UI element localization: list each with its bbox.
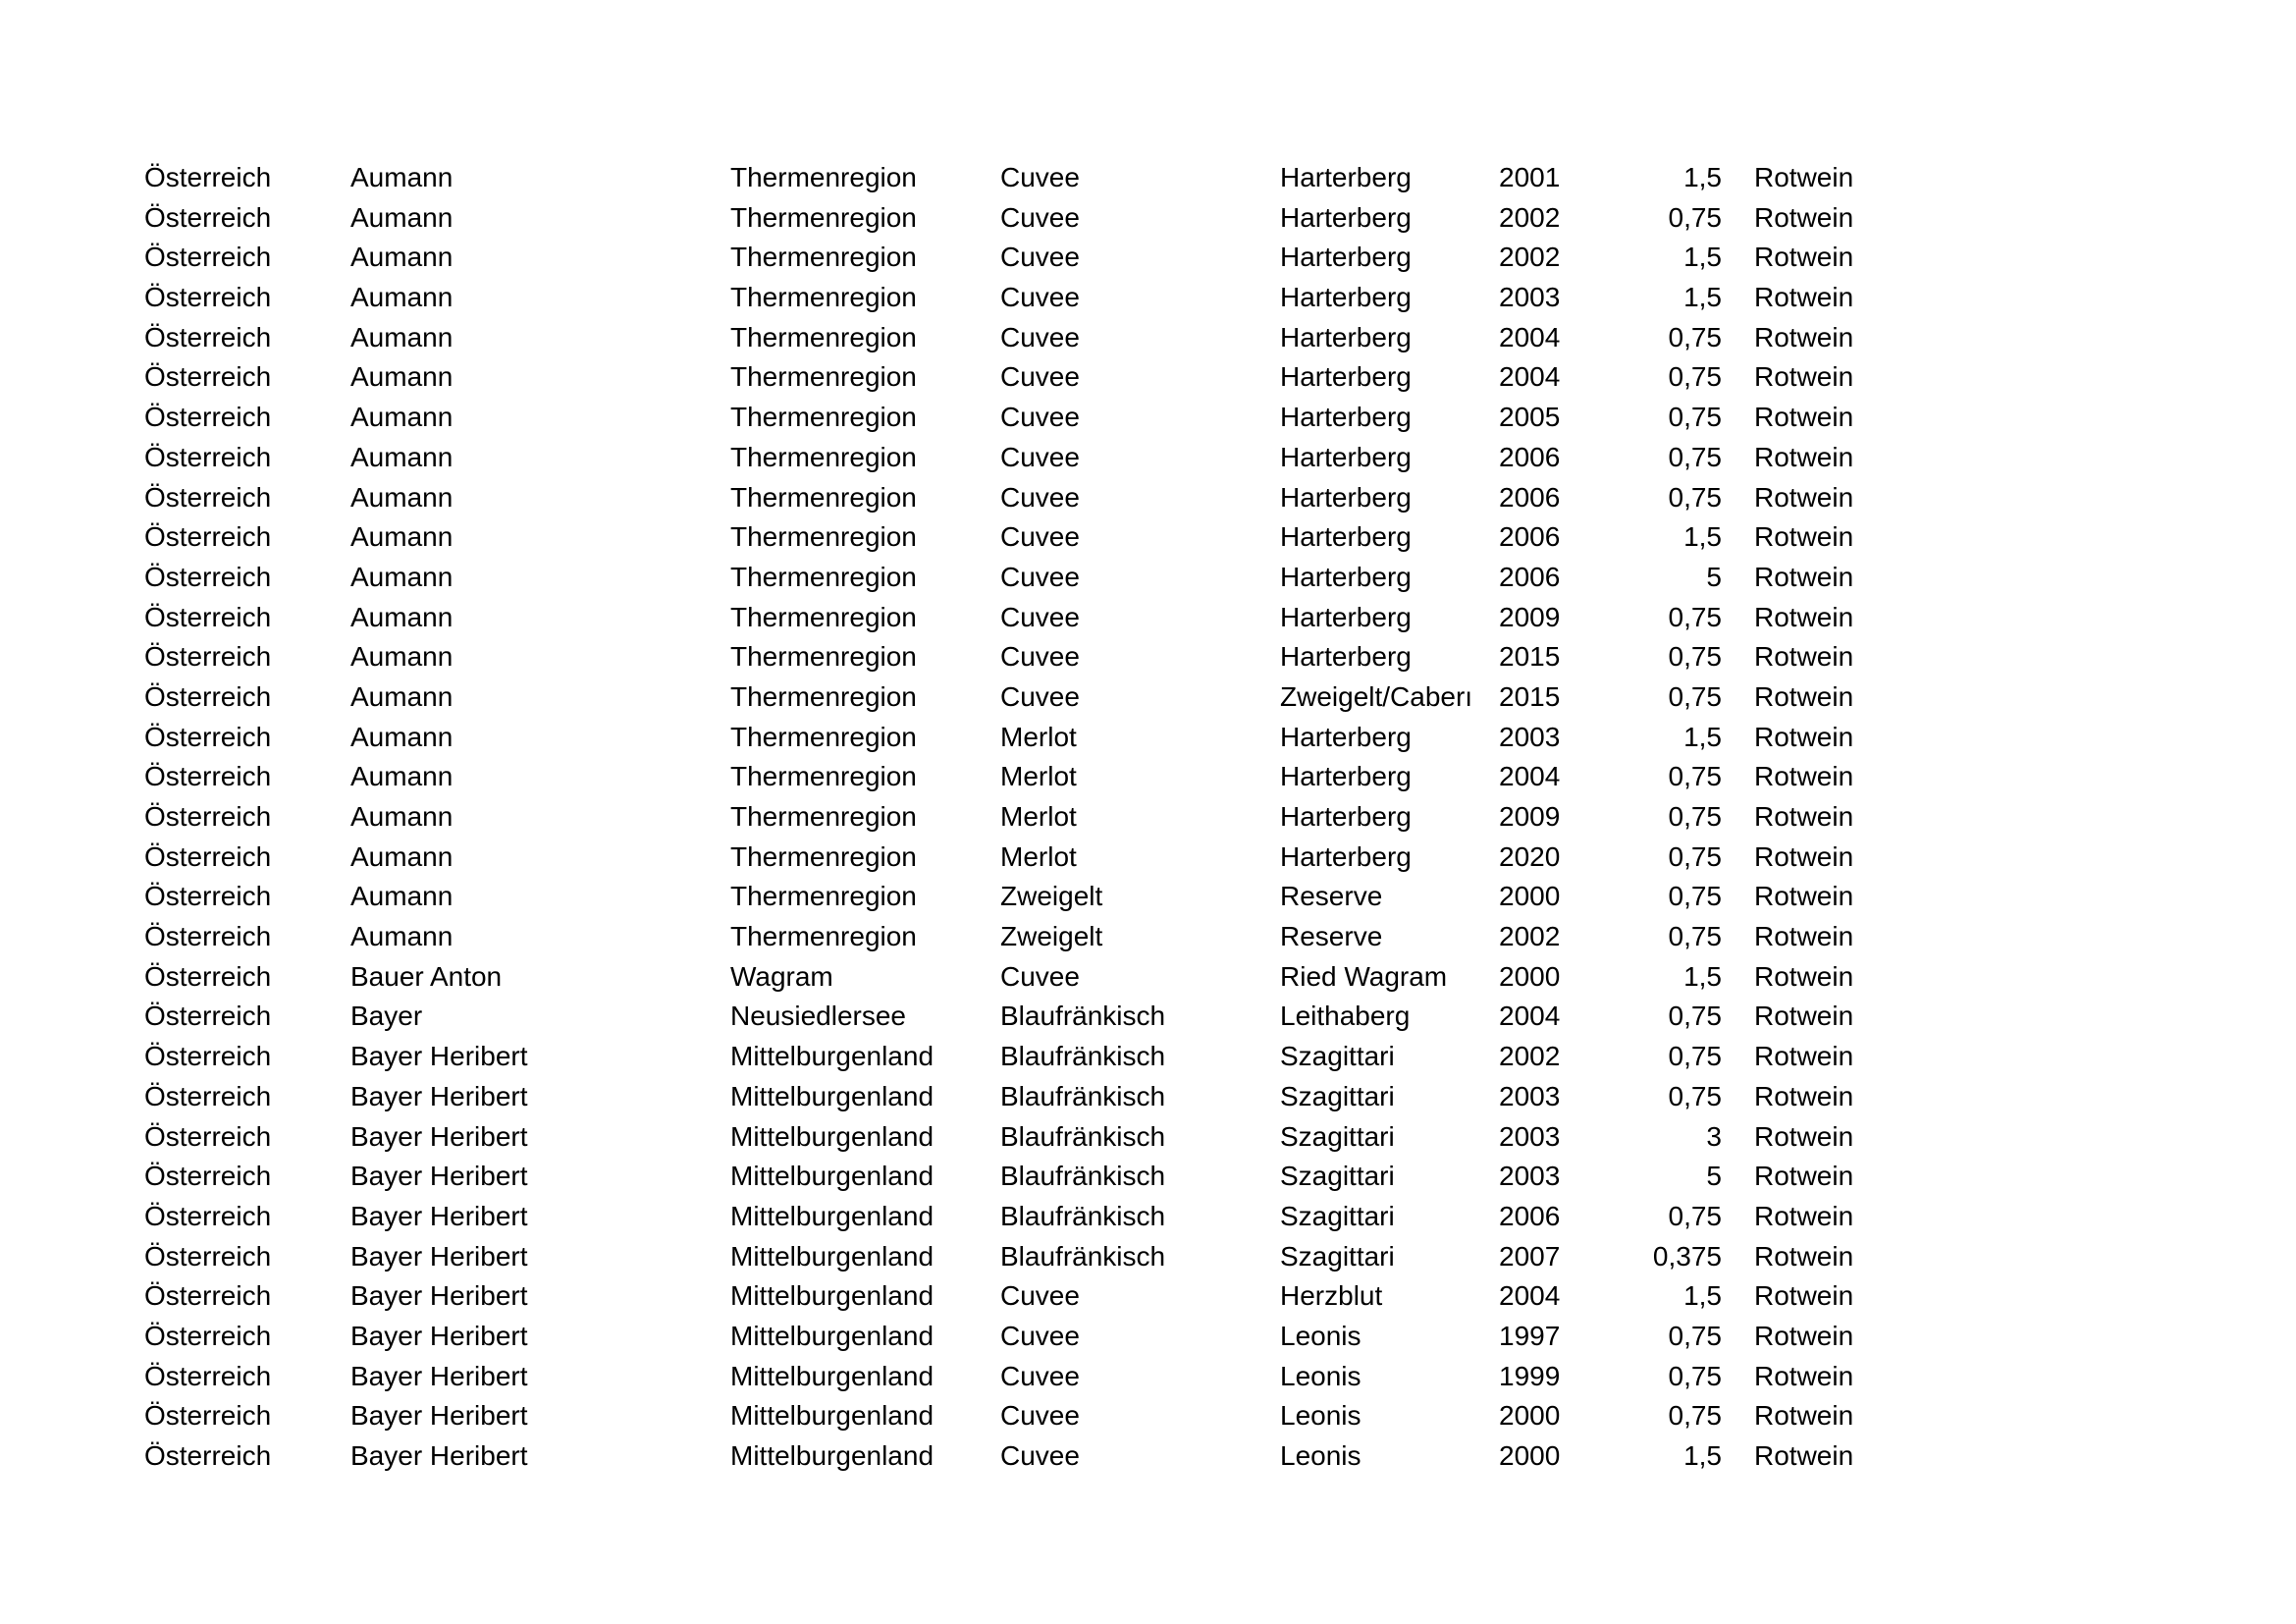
cell-variety: Cuvee — [1000, 441, 1080, 472]
cell-country: Österreich — [144, 1440, 272, 1471]
cell-wine-type: Rotwein — [1754, 1320, 1854, 1351]
cell-wine-type: Rotwein — [1754, 601, 1854, 632]
cell-country: Österreich — [144, 1120, 272, 1152]
table-row — [144, 877, 1911, 917]
table-row — [144, 278, 1911, 318]
cell-variety: Cuvee — [1000, 1440, 1080, 1471]
table-row — [144, 1396, 1911, 1436]
cell-producer: Aumann — [350, 881, 454, 912]
cell-bottle-size: 0,75 — [1668, 1200, 1722, 1231]
cell-bottle-size: 0,75 — [1668, 1400, 1722, 1432]
cell-wine-type: Rotwein — [1754, 162, 1854, 192]
cell-vintage: 2003 — [1499, 1120, 1561, 1152]
cell-country: Österreich — [144, 1360, 272, 1391]
cell-country: Österreich — [144, 521, 272, 553]
cell-bottle-size: 0,75 — [1668, 921, 1722, 952]
cell-producer: Bayer Heribert — [350, 1360, 528, 1391]
cell-country: Österreich — [144, 1080, 272, 1111]
cell-bottle-size: 0,75 — [1668, 481, 1722, 513]
cell-producer: Aumann — [350, 441, 454, 472]
cell-country: Österreich — [144, 201, 272, 233]
cell-bottle-size: 1,5 — [1683, 1280, 1722, 1312]
cell-country: Österreich — [144, 801, 272, 832]
cell-vintage: 2003 — [1499, 1161, 1561, 1192]
cell-vintage: 2004 — [1499, 1001, 1561, 1032]
cell-country: Österreich — [144, 1400, 272, 1432]
cell-wine-name: Harterberg — [1280, 641, 1412, 673]
cell-region: Mittelburgenland — [730, 1120, 934, 1152]
cell-region: Thermenregion — [730, 641, 917, 673]
cell-variety: Cuvee — [1000, 361, 1080, 393]
cell-wine-name: Szagittari — [1280, 1120, 1395, 1152]
cell-producer: Bauer Anton — [350, 960, 503, 992]
cell-wine-name: Leithaberg — [1280, 1001, 1411, 1032]
cell-producer: Aumann — [350, 921, 454, 952]
cell-producer: Aumann — [350, 840, 454, 872]
cell-producer: Bayer Heribert — [350, 1120, 528, 1152]
cell-wine-type: Rotwein — [1754, 282, 1854, 313]
cell-vintage: 2005 — [1499, 402, 1561, 433]
cell-wine-type: Rotwein — [1754, 561, 1854, 592]
cell-country: Österreich — [144, 601, 272, 632]
cell-wine-type: Rotwein — [1754, 801, 1854, 832]
cell-region: Thermenregion — [730, 521, 917, 553]
cell-producer: Aumann — [350, 201, 454, 233]
cell-country: Österreich — [144, 1200, 272, 1231]
cell-country: Österreich — [144, 561, 272, 592]
cell-variety: Blaufränkisch — [1000, 1200, 1166, 1231]
cell-variety: Blaufränkisch — [1000, 1080, 1166, 1111]
cell-country: Österreich — [144, 1320, 272, 1351]
cell-bottle-size: 1,5 — [1683, 282, 1722, 313]
cell-producer: Bayer Heribert — [350, 1161, 528, 1192]
cell-country: Österreich — [144, 1041, 272, 1072]
cell-wine-type: Rotwein — [1754, 1400, 1854, 1432]
cell-wine-type: Rotwein — [1754, 881, 1854, 912]
cell-vintage: 2003 — [1499, 1080, 1561, 1111]
cell-country: Österreich — [144, 402, 272, 433]
cell-bottle-size: 0,75 — [1668, 761, 1722, 792]
cell-region: Thermenregion — [730, 761, 917, 792]
cell-producer: Aumann — [350, 801, 454, 832]
cell-country: Österreich — [144, 361, 272, 393]
cell-producer: Aumann — [350, 321, 454, 352]
cell-variety: Blaufränkisch — [1000, 1001, 1166, 1032]
cell-bottle-size: 1,5 — [1683, 162, 1722, 192]
wine-list-table — [144, 158, 1911, 1477]
cell-bottle-size: 0,75 — [1668, 601, 1722, 632]
cell-producer: Bayer Heribert — [350, 1440, 528, 1471]
cell-country: Österreich — [144, 481, 272, 513]
cell-variety: Blaufränkisch — [1000, 1240, 1166, 1272]
cell-producer: Aumann — [350, 162, 454, 192]
cell-bottle-size: 0,75 — [1668, 441, 1722, 472]
cell-wine-type: Rotwein — [1754, 242, 1854, 273]
cell-country: Österreich — [144, 1280, 272, 1312]
cell-wine-type: Rotwein — [1754, 960, 1854, 992]
cell-bottle-size: 0,75 — [1668, 1001, 1722, 1032]
cell-country: Österreich — [144, 680, 272, 712]
cell-wine-type: Rotwein — [1754, 641, 1854, 673]
cell-wine-name: Harterberg — [1280, 801, 1412, 832]
cell-producer: Aumann — [350, 601, 454, 632]
cell-wine-name: Harterberg — [1280, 201, 1412, 233]
cell-wine-type: Rotwein — [1754, 680, 1854, 712]
cell-wine-type: Rotwein — [1754, 1120, 1854, 1152]
cell-country: Österreich — [144, 282, 272, 313]
cell-region: Thermenregion — [730, 801, 917, 832]
cell-region: Mittelburgenland — [730, 1240, 934, 1272]
cell-wine-name: Herzblut — [1280, 1280, 1383, 1312]
cell-wine-name: Szagittari — [1280, 1200, 1395, 1231]
cell-country: Österreich — [144, 721, 272, 752]
cell-variety: Cuvee — [1000, 680, 1080, 712]
cell-variety: Merlot — [1000, 761, 1077, 792]
cell-region: Thermenregion — [730, 361, 917, 393]
cell-region: Thermenregion — [730, 201, 917, 233]
cell-variety: Cuvee — [1000, 1320, 1080, 1351]
cell-region: Wagram — [730, 960, 833, 992]
cell-wine-name: Harterberg — [1280, 282, 1412, 313]
cell-wine-type: Rotwein — [1754, 361, 1854, 393]
table-row — [144, 1037, 1911, 1077]
cell-bottle-size: 3 — [1706, 1120, 1722, 1152]
cell-region: Thermenregion — [730, 282, 917, 313]
cell-variety: Cuvee — [1000, 960, 1080, 992]
cell-country: Österreich — [144, 1161, 272, 1192]
cell-wine-name: Harterberg — [1280, 441, 1412, 472]
cell-variety: Cuvee — [1000, 321, 1080, 352]
cell-vintage: 2015 — [1499, 641, 1561, 673]
cell-region: Thermenregion — [730, 680, 917, 712]
cell-vintage: 1997 — [1499, 1320, 1561, 1351]
cell-producer: Aumann — [350, 521, 454, 553]
cell-variety: Cuvee — [1000, 1360, 1080, 1391]
cell-region: Mittelburgenland — [730, 1320, 934, 1351]
cell-variety: Merlot — [1000, 721, 1077, 752]
cell-vintage: 2000 — [1499, 881, 1561, 912]
cell-producer: Bayer Heribert — [350, 1080, 528, 1111]
cell-wine-type: Rotwein — [1754, 521, 1854, 553]
cell-variety: Cuvee — [1000, 402, 1080, 433]
cell-vintage: 2002 — [1499, 242, 1561, 273]
table-row — [144, 677, 1911, 718]
cell-wine-name: Leonis — [1280, 1320, 1362, 1351]
cell-region: Mittelburgenland — [730, 1200, 934, 1231]
cell-bottle-size: 1,5 — [1683, 1440, 1722, 1471]
cell-bottle-size: 0,75 — [1668, 201, 1722, 233]
table-row — [144, 1117, 1911, 1158]
cell-vintage: 2009 — [1499, 601, 1561, 632]
cell-bottle-size: 5 — [1706, 561, 1722, 592]
table-row — [144, 718, 1911, 758]
cell-producer: Aumann — [350, 402, 454, 433]
cell-wine-type: Rotwein — [1754, 1080, 1854, 1111]
cell-wine-name: Reserve — [1280, 921, 1383, 952]
cell-vintage: 2003 — [1499, 282, 1561, 313]
cell-variety: Merlot — [1000, 840, 1077, 872]
cell-producer: Bayer Heribert — [350, 1240, 528, 1272]
cell-region: Thermenregion — [730, 721, 917, 752]
cell-wine-name: Harterberg — [1280, 481, 1412, 513]
cell-variety: Blaufränkisch — [1000, 1120, 1166, 1152]
cell-country: Österreich — [144, 321, 272, 352]
cell-wine-name: Harterberg — [1280, 561, 1412, 592]
cell-country: Österreich — [144, 881, 272, 912]
cell-region: Thermenregion — [730, 441, 917, 472]
cell-wine-type: Rotwein — [1754, 721, 1854, 752]
cell-wine-name: Reserve — [1280, 881, 1383, 912]
cell-wine-name: Harterberg — [1280, 242, 1412, 273]
cell-wine-type: Rotwein — [1754, 1240, 1854, 1272]
table-row — [144, 917, 1911, 957]
cell-vintage: 2009 — [1499, 801, 1561, 832]
cell-producer: Bayer Heribert — [350, 1320, 528, 1351]
cell-country: Österreich — [144, 921, 272, 952]
cell-region: Thermenregion — [730, 921, 917, 952]
cell-vintage: 2000 — [1499, 1440, 1561, 1471]
cell-bottle-size: 0,75 — [1668, 361, 1722, 393]
cell-producer: Aumann — [350, 761, 454, 792]
cell-producer: Aumann — [350, 680, 454, 712]
table-row — [144, 357, 1911, 398]
cell-variety: Zweigelt — [1000, 881, 1103, 912]
cell-wine-type: Rotwein — [1754, 201, 1854, 233]
table-row — [144, 238, 1911, 278]
cell-wine-name: Szagittari — [1280, 1161, 1395, 1192]
table-row — [144, 598, 1911, 638]
cell-country: Österreich — [144, 162, 272, 192]
cell-vintage: 2000 — [1499, 960, 1561, 992]
cell-vintage: 2004 — [1499, 761, 1561, 792]
cell-wine-name: Harterberg — [1280, 761, 1412, 792]
cell-vintage: 2015 — [1499, 680, 1561, 712]
table-row — [144, 158, 1911, 198]
cell-wine-name: Harterberg — [1280, 321, 1412, 352]
table-row — [144, 438, 1911, 478]
cell-bottle-size: 0,75 — [1668, 680, 1722, 712]
cell-region: Mittelburgenland — [730, 1280, 934, 1312]
cell-bottle-size: 1,5 — [1683, 721, 1722, 752]
cell-producer: Aumann — [350, 721, 454, 752]
cell-wine-name: Harterberg — [1280, 162, 1412, 192]
cell-country: Österreich — [144, 1001, 272, 1032]
cell-bottle-size: 0,75 — [1668, 1360, 1722, 1391]
table-row — [144, 1436, 1911, 1477]
cell-variety: Cuvee — [1000, 601, 1080, 632]
table-row — [144, 757, 1911, 797]
cell-vintage: 2006 — [1499, 441, 1561, 472]
cell-wine-type: Rotwein — [1754, 481, 1854, 513]
cell-region: Mittelburgenland — [730, 1400, 934, 1432]
cell-vintage: 2000 — [1499, 1400, 1561, 1432]
cell-vintage: 2003 — [1499, 721, 1561, 752]
cell-bottle-size: 0,75 — [1668, 321, 1722, 352]
cell-wine-name: Harterberg — [1280, 721, 1412, 752]
table-row — [144, 1157, 1911, 1197]
cell-vintage: 2001 — [1499, 162, 1561, 192]
cell-wine-type: Rotwein — [1754, 1360, 1854, 1391]
cell-variety: Cuvee — [1000, 641, 1080, 673]
cell-wine-type: Rotwein — [1754, 1280, 1854, 1312]
cell-country: Österreich — [144, 1240, 272, 1272]
cell-variety: Cuvee — [1000, 561, 1080, 592]
cell-variety: Cuvee — [1000, 521, 1080, 553]
cell-producer: Bayer Heribert — [350, 1280, 528, 1312]
cell-region: Mittelburgenland — [730, 1360, 934, 1391]
cell-variety: Cuvee — [1000, 201, 1080, 233]
cell-bottle-size: 1,5 — [1683, 960, 1722, 992]
cell-variety: Blaufränkisch — [1000, 1041, 1166, 1072]
cell-vintage: 1999 — [1499, 1360, 1561, 1391]
cell-vintage: 2004 — [1499, 1280, 1561, 1312]
cell-vintage: 2020 — [1499, 840, 1561, 872]
cell-vintage: 2004 — [1499, 361, 1561, 393]
cell-variety: Cuvee — [1000, 481, 1080, 513]
cell-wine-type: Rotwein — [1754, 761, 1854, 792]
cell-bottle-size: 0,75 — [1668, 1041, 1722, 1072]
cell-producer: Bayer — [350, 1001, 423, 1032]
cell-wine-name: Harterberg — [1280, 402, 1412, 433]
cell-wine-type: Rotwein — [1754, 321, 1854, 352]
table-row — [144, 517, 1911, 558]
cell-region: Thermenregion — [730, 481, 917, 513]
cell-bottle-size: 0,75 — [1668, 840, 1722, 872]
cell-region: Thermenregion — [730, 162, 917, 192]
cell-country: Österreich — [144, 960, 272, 992]
cell-variety: Cuvee — [1000, 282, 1080, 313]
cell-region: Neusiedlersee — [730, 1001, 906, 1032]
cell-wine-name: Harterberg — [1280, 361, 1412, 393]
cell-vintage: 2002 — [1499, 201, 1561, 233]
cell-bottle-size: 0,375 — [1652, 1240, 1722, 1272]
cell-bottle-size: 0,75 — [1668, 801, 1722, 832]
cell-producer: Aumann — [350, 561, 454, 592]
cell-wine-name: Szagittari — [1280, 1240, 1395, 1272]
cell-wine-type: Rotwein — [1754, 402, 1854, 433]
cell-wine-name: Harterberg — [1280, 601, 1412, 632]
cell-wine-name: Leonis — [1280, 1400, 1362, 1432]
cell-wine-name: Zweigelt/Caberı — [1280, 680, 1473, 712]
cell-wine-type: Rotwein — [1754, 1161, 1854, 1192]
cell-producer: Bayer Heribert — [350, 1400, 528, 1432]
cell-wine-name: Harterberg — [1280, 840, 1412, 872]
cell-wine-type: Rotwein — [1754, 1001, 1854, 1032]
cell-wine-type: Rotwein — [1754, 1041, 1854, 1072]
cell-vintage: 2002 — [1499, 921, 1561, 952]
table-row — [144, 1197, 1911, 1237]
cell-vintage: 2002 — [1499, 1041, 1561, 1072]
table-row — [144, 1077, 1911, 1117]
cell-variety: Cuvee — [1000, 1400, 1080, 1432]
cell-region: Thermenregion — [730, 601, 917, 632]
cell-producer: Aumann — [350, 641, 454, 673]
cell-variety: Cuvee — [1000, 242, 1080, 273]
cell-wine-type: Rotwein — [1754, 840, 1854, 872]
cell-vintage: 2007 — [1499, 1240, 1561, 1272]
cell-variety: Cuvee — [1000, 1280, 1080, 1312]
cell-region: Mittelburgenland — [730, 1440, 934, 1471]
cell-country: Österreich — [144, 242, 272, 273]
cell-country: Österreich — [144, 761, 272, 792]
cell-country: Österreich — [144, 441, 272, 472]
cell-variety: Zweigelt — [1000, 921, 1103, 952]
cell-bottle-size: 0,75 — [1668, 1320, 1722, 1351]
cell-wine-type: Rotwein — [1754, 1200, 1854, 1231]
table-row — [144, 1237, 1911, 1277]
cell-wine-name: Ried Wagram — [1280, 960, 1448, 992]
cell-bottle-size: 0,75 — [1668, 1080, 1722, 1111]
cell-region: Mittelburgenland — [730, 1041, 934, 1072]
table-row — [144, 318, 1911, 358]
cell-bottle-size: 0,75 — [1668, 402, 1722, 433]
table-row — [144, 1357, 1911, 1397]
cell-wine-name: Szagittari — [1280, 1080, 1395, 1111]
cell-wine-type: Rotwein — [1754, 441, 1854, 472]
cell-vintage: 2006 — [1499, 1200, 1561, 1231]
cell-region: Thermenregion — [730, 242, 917, 273]
table-row — [144, 1317, 1911, 1357]
cell-producer: Bayer Heribert — [350, 1041, 528, 1072]
cell-region: Thermenregion — [730, 840, 917, 872]
cell-wine-name: Harterberg — [1280, 521, 1412, 553]
cell-wine-name: Szagittari — [1280, 1041, 1395, 1072]
cell-region: Thermenregion — [730, 881, 917, 912]
table-row — [144, 637, 1911, 677]
cell-vintage: 2006 — [1499, 481, 1561, 513]
cell-region: Mittelburgenland — [730, 1080, 934, 1111]
cell-wine-name: Leonis — [1280, 1360, 1362, 1391]
cell-wine-name: Leonis — [1280, 1440, 1362, 1471]
cell-region: Mittelburgenland — [730, 1161, 934, 1192]
cell-bottle-size: 1,5 — [1683, 521, 1722, 553]
table-row — [144, 398, 1911, 438]
cell-bottle-size: 1,5 — [1683, 242, 1722, 273]
table-row — [144, 957, 1911, 998]
cell-variety: Blaufränkisch — [1000, 1161, 1166, 1192]
table-row — [144, 838, 1911, 878]
table-row — [144, 1276, 1911, 1317]
cell-producer: Bayer Heribert — [350, 1200, 528, 1231]
cell-variety: Cuvee — [1000, 162, 1080, 192]
cell-region: Thermenregion — [730, 561, 917, 592]
table-row — [144, 198, 1911, 239]
cell-producer: Aumann — [350, 242, 454, 273]
cell-wine-type: Rotwein — [1754, 921, 1854, 952]
cell-producer: Aumann — [350, 282, 454, 313]
cell-region: Thermenregion — [730, 402, 917, 433]
cell-bottle-size: 0,75 — [1668, 641, 1722, 673]
cell-producer: Aumann — [350, 361, 454, 393]
cell-country: Österreich — [144, 840, 272, 872]
table-row — [144, 797, 1911, 838]
table-row — [144, 478, 1911, 518]
cell-wine-type: Rotwein — [1754, 1440, 1854, 1471]
cell-country: Österreich — [144, 641, 272, 673]
table-row — [144, 558, 1911, 598]
cell-vintage: 2004 — [1499, 321, 1561, 352]
table-row — [144, 997, 1911, 1037]
cell-bottle-size: 5 — [1706, 1161, 1722, 1192]
cell-variety: Merlot — [1000, 801, 1077, 832]
cell-vintage: 2006 — [1499, 521, 1561, 553]
cell-region: Thermenregion — [730, 321, 917, 352]
cell-producer: Aumann — [350, 481, 454, 513]
cell-vintage: 2006 — [1499, 561, 1561, 592]
cell-bottle-size: 0,75 — [1668, 881, 1722, 912]
